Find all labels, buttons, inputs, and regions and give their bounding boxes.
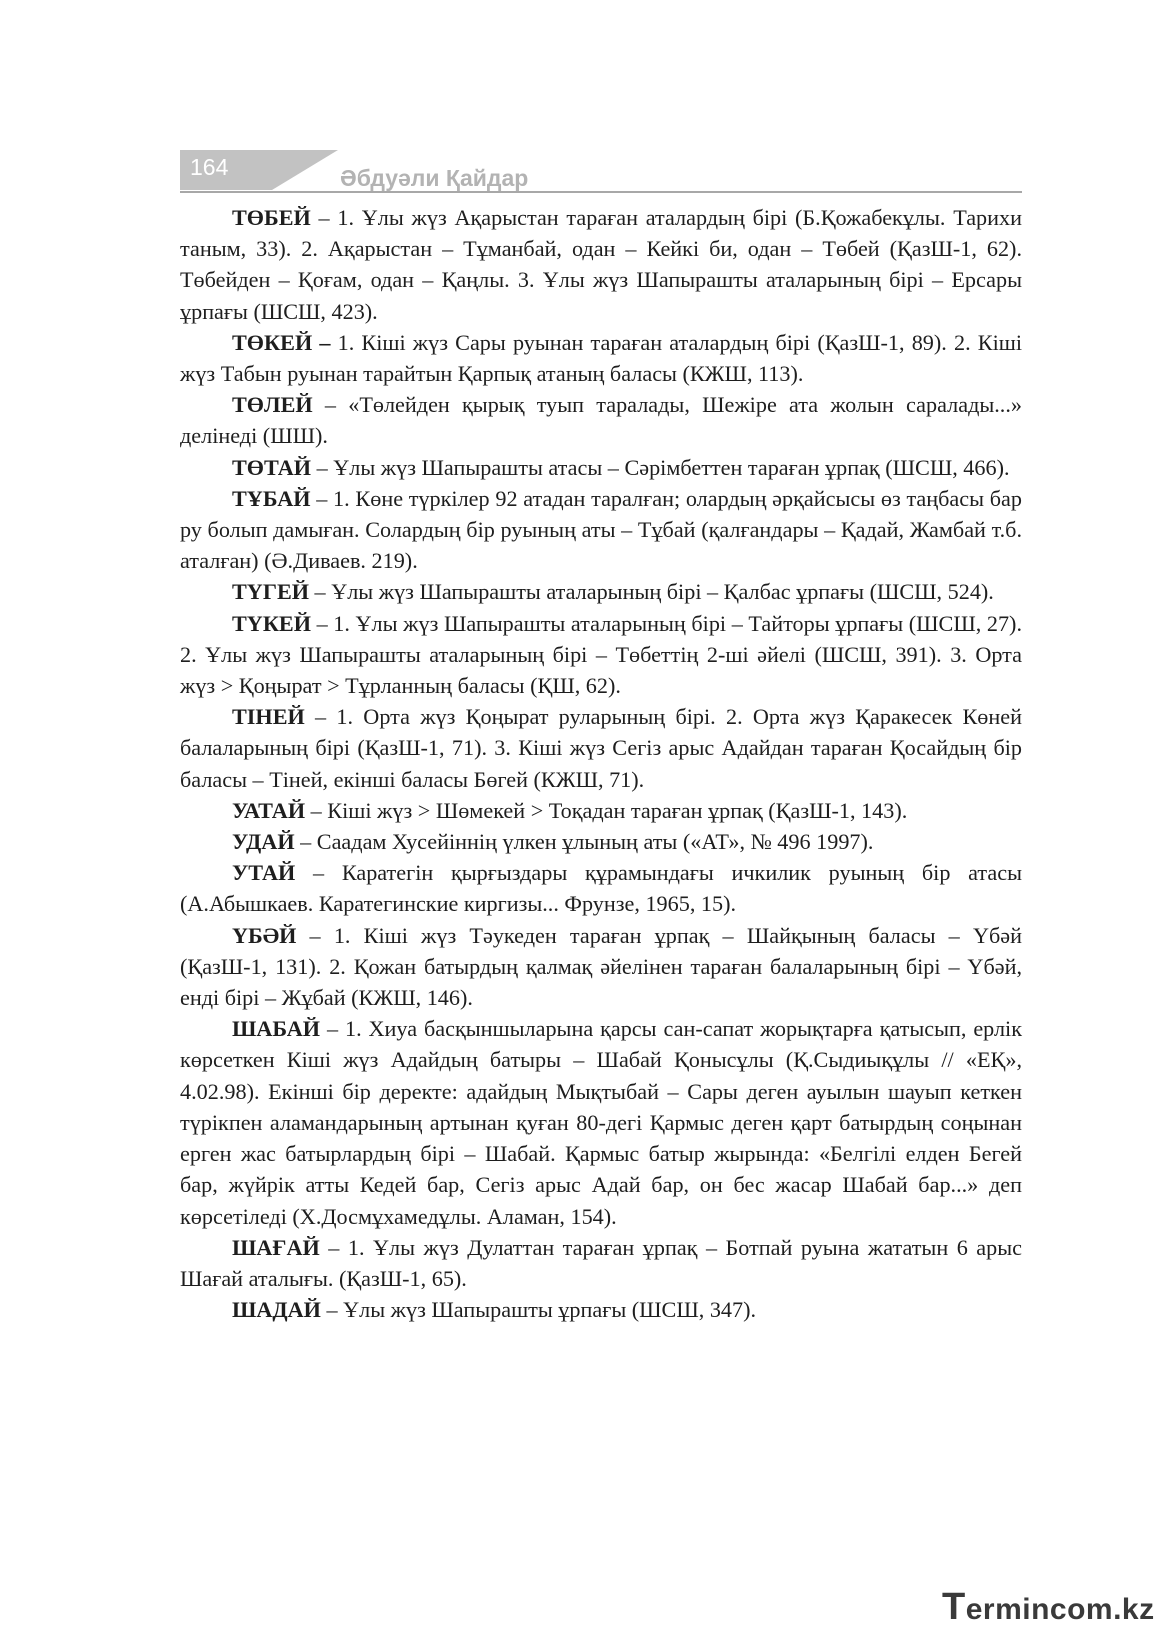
dictionary-entry [180, 701, 1022, 795]
entry-text: – 1. Ұлы жүз Шапырашты аталарының бірі – Тайторы ұрпағы (ШСШ, 27). 2. Ұлы жүз Шапырашты аталарының бірі – Төбеттің 2-ші әйелі (ШСШ, 391). 3. Орта жүз > Қоңырат > Тұрланның баласы (ҚШ, 62). [180, 610, 1022, 699]
dictionary-entry [180, 1232, 1022, 1294]
entry-term: ТҮКЕЙ [232, 610, 311, 636]
dictionary-entry [180, 327, 1022, 389]
dictionary-entry [180, 920, 1022, 1014]
entry-term: ТҰБАЙ [232, 485, 311, 511]
entry-term: УАТАЙ [232, 797, 306, 823]
entry-text: – Саадам Хусейіннің үлкен ұлының аты («АТ», № 496 1997). [294, 829, 874, 855]
dictionary-entry [180, 1294, 1022, 1325]
entry-text: – Ұлы жүз Шапырашты атасы – Сәрімбеттен тараған ұрпақ (ШСШ, 466). [311, 454, 1010, 480]
header-rule [180, 191, 1022, 193]
entry-text: – 1. Ұлы жүз Дулаттан тараған ұрпақ – Ботпай руына жататын 6 арыс Шағай аталығы. (ҚазШ-1, 65). [180, 1234, 1022, 1291]
site-watermark: Termincоm.kz [942, 1586, 1155, 1628]
entry-text: – Ұлы жүз Шапырашты аталарының бірі – Қалбас ұрпағы (ШСШ, 524). [309, 579, 994, 605]
entry-term: ШАБАЙ [232, 1016, 321, 1042]
entry-text: – 1. Кіші жүз Тәукеден тараған ұрпақ – Шайқының баласы – Үбәй (ҚазШ-1, 131). 2. Қожан батырдың қалмақ әйелінен тараған балаларының бірі – Үбәй, енді бірі – Жұбай (КЖШ, 146). [180, 922, 1022, 1011]
entry-text: 1. Кіші жүз Сары руынан тараған аталардың бірі (ҚазШ-1, 89). 2. Кіші жүз Табын руынан тарайтын Қарпық атаның баласы (КЖШ, 113). [180, 329, 1023, 387]
page-number: 164 [190, 154, 229, 180]
dictionary-entry [180, 452, 1022, 483]
dictionary-entry [180, 1013, 1022, 1231]
dictionary-body [180, 202, 1022, 1325]
entry-text: – 1. Ұлы жүз Ақарыстан тараған аталардың бірі (Б.Қожабекұлы. Тарихи таным, 33). 2. Ақарыстан – Тұманбай, одан – Кейкі би, одан – Төбей (ҚазШ-1, 62). Төбейден – Қоғам, одан – Қаңлы. 3. Ұлы жүз Шапырашты аталарының бірі – Ерсары ұрпағы (ШСШ, 423). [180, 205, 1022, 324]
entry-term: ҮБӘЙ [232, 922, 297, 948]
entry-term: ШАҒАЙ [232, 1234, 320, 1260]
entry-text: – Ұлы жүз Шапырашты ұрпағы (ШСШ, 347). [320, 1297, 757, 1323]
entry-term: ТӨТАЙ [232, 454, 312, 480]
page-header [180, 150, 1022, 196]
dictionary-entry [180, 389, 1022, 451]
dictionary-entry [180, 795, 1022, 826]
entry-text: – 1. Орта жүз Қоңырат руларының бірі. 2. Орта жүз Қаракесек Көней балаларының бірі (ҚазШ-1, 71). 3. Кіші жүз Сегіз арыс Адайдан тараған Қосайдың бір баласы – Тіней, екінші баласы Бөгей (КЖШ, 71). [180, 704, 1022, 792]
entry-text: – Кіші жүз > Шөмекей > Тоқадан тараған ұрпақ (ҚазШ-1, 143). [305, 797, 908, 823]
dictionary-entry [180, 483, 1022, 577]
page-number-tab [180, 150, 272, 190]
entry-term: ТӨЛЕЙ [232, 392, 313, 418]
entry-text: – «Төлейден қырық туып таралады, Шежіре ата жолын саралады...» делінеді (ШШ). [180, 392, 1022, 449]
dictionary-entry [180, 857, 1022, 919]
entry-term: ТӨБЕЙ [232, 205, 311, 230]
entry-term: ТӨКЕЙ – [232, 329, 331, 355]
entry-text: – 1. Хиуа басқыншыларына қарсы сан-сапат жорықтарға қатысып, ерлік көрсеткен Кіші жүз Адайдың батыры – Шабай Қонысұлы (Қ.Сыдиықұлы // «ЕҚ», 4.02.98). Екінші бір деректе: адайдың Мықтыбай – Сары деген ауылын шауып кеткен түрікпен аламандарының артынан қуған 80-дегі Қармыс деген қарт батырдың соңынан ерген жас батырлардың бірі – Шабай. Қармыс батыр жырында: «Белгілі елден Бегей бар, жүйрік атты Кедей бар, Сегіз арыс Адай бар, он бес жасар Шабай бар...» деп көрсетіледі (Х.Досмұхамедұлы. Аламан, 154). [180, 1016, 1022, 1229]
dictionary-entry [180, 576, 1022, 607]
entry-term: УТАЙ [232, 860, 296, 886]
entry-term: ТІНЕЙ [232, 704, 305, 730]
entry-text: – 1. Көне түркілер 92 атадан таралған; олардың әрқайсысы өз таңбасы бар ру болып дамыған. Солардың бір руының аты – Тұбай (қалғандары – Қадай, Жамбай т.б. аталған) (Ә.Диваев. 219). [180, 485, 1022, 574]
dictionary-entry [180, 608, 1022, 702]
dictionary-entry [180, 202, 1022, 327]
entry-term: ШАДАЙ [232, 1297, 321, 1323]
entry-term: ТҮГЕЙ [232, 579, 309, 605]
entry-term: УДАЙ [232, 829, 295, 855]
running-head-author: Әбдуәли Қайдар [340, 165, 529, 191]
entry-text: – Каратегін қырғыздары құрамындағы ичкилик руының бір атасы (А.Абышкаев. Каратегинские киргизы... Фрунзе, 1965, 15). [180, 860, 1022, 917]
dictionary-entry [180, 826, 1022, 857]
